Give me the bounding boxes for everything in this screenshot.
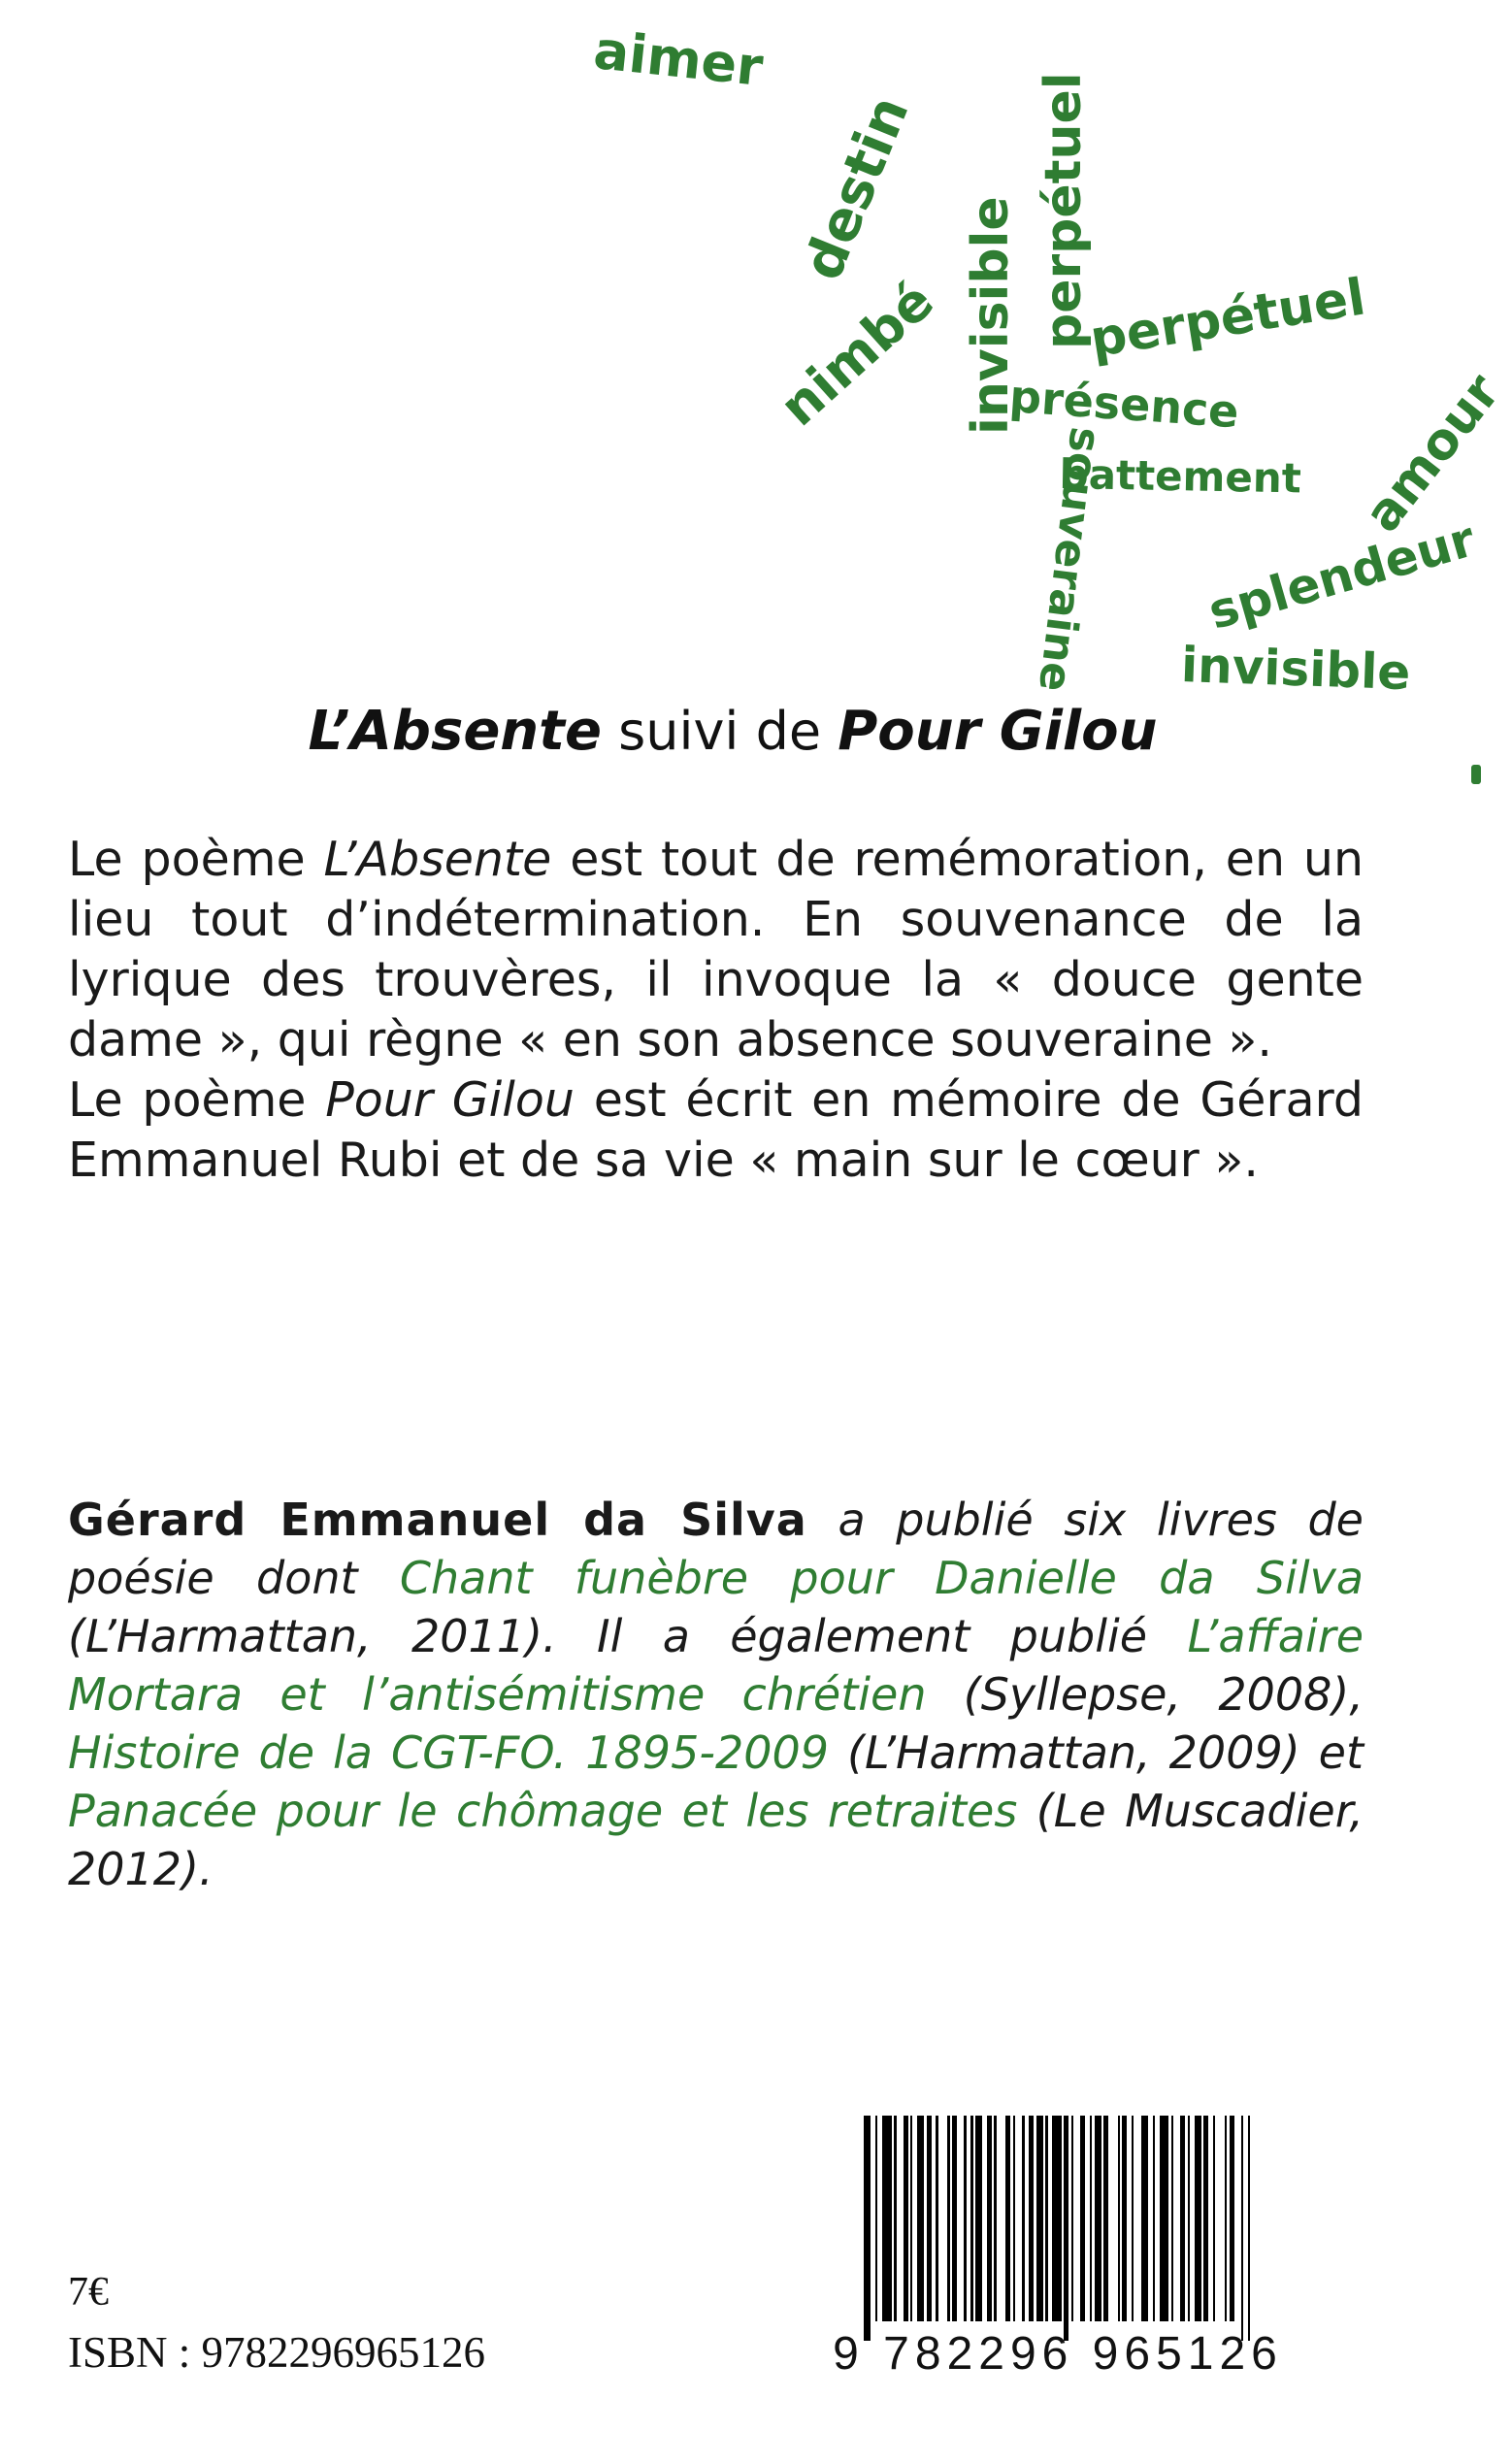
barcode-bar bbox=[975, 2116, 982, 2321]
barcode-bar bbox=[994, 2116, 996, 2321]
bio-book: L’affaire Mortara et l’antisémitisme chrétien bbox=[68, 1610, 1364, 1721]
barcode-bar bbox=[1122, 2116, 1127, 2321]
bio-text: (L’Harmattan, 2011). Il a également publié bbox=[68, 1610, 1188, 1662]
word-battement: battement bbox=[1059, 450, 1302, 503]
word-nimbe: nimbé bbox=[768, 270, 945, 439]
barcode-bar bbox=[1022, 2116, 1024, 2321]
barcode-bar bbox=[970, 2116, 972, 2321]
barcode-bar bbox=[1195, 2116, 1201, 2321]
edge-mark bbox=[1471, 765, 1481, 784]
description-paragraph-2 bbox=[68, 1070, 1364, 1191]
barcode-bar bbox=[952, 2116, 957, 2321]
author-bio bbox=[68, 1491, 1364, 1898]
barcode-bar bbox=[964, 2116, 966, 2321]
word-destin: destin bbox=[791, 87, 922, 289]
barcode-bar bbox=[1132, 2116, 1134, 2321]
barcode-bar bbox=[1203, 2116, 1208, 2321]
bio-paragraph bbox=[68, 1491, 1364, 1898]
description-paragraph-1 bbox=[68, 830, 1364, 1070]
barcode-bar bbox=[1248, 2116, 1250, 2341]
title-part-1: L’Absente bbox=[308, 700, 602, 763]
barcode-bar bbox=[882, 2116, 892, 2321]
desc-text: est tout de remémoration, en un lieu tout d’indétermination. En souvenance de la lyrique des trouvères, il invoque la « douce gente dame », qui règne « en son absence souveraine ». bbox=[68, 832, 1364, 1068]
barcode-bar bbox=[1036, 2116, 1043, 2321]
barcode-bar bbox=[927, 2116, 932, 2321]
isbn: ISBN : 9782296965126 bbox=[68, 2328, 486, 2377]
desc-text: Le poème bbox=[68, 1072, 326, 1128]
barcode-bar bbox=[1188, 2116, 1190, 2321]
barcode-bar bbox=[1080, 2116, 1085, 2321]
barcode-bar bbox=[1013, 2116, 1015, 2321]
bio-book: Chant funèbre pour Danielle da Silva bbox=[399, 1552, 1364, 1604]
bio-text: (L’Harmattan, 2009) et bbox=[829, 1726, 1364, 1779]
barcode-bar bbox=[1160, 2116, 1169, 2321]
desc-title: Pour Gilou bbox=[325, 1072, 575, 1128]
book-title bbox=[126, 699, 1339, 764]
barcode-bar bbox=[1241, 2116, 1243, 2341]
barcode-bar bbox=[917, 2116, 924, 2321]
barcode-bar bbox=[1171, 2116, 1173, 2321]
word-souveraine: souveraine bbox=[1028, 424, 1110, 695]
barcode-bar bbox=[1052, 2116, 1062, 2321]
bio-text: a publié six livres de poésie dont bbox=[68, 1494, 1364, 1604]
barcode-bar bbox=[1225, 2116, 1227, 2321]
description bbox=[68, 830, 1364, 1191]
barcode-bar bbox=[1141, 2116, 1148, 2321]
bio-book: Histoire de la CGT-FO. 1895-2009 bbox=[68, 1726, 830, 1779]
barcode-bar bbox=[1095, 2116, 1101, 2321]
word-invisible-vertical: invisible bbox=[962, 196, 1020, 435]
barcode-bar bbox=[947, 2116, 949, 2321]
barcode-digits: 9 782296 965126 bbox=[833, 2328, 1283, 2380]
barcode-bar bbox=[910, 2116, 912, 2321]
barcode-bar bbox=[1064, 2116, 1068, 2341]
barcode-bar bbox=[987, 2116, 992, 2321]
barcode-bar bbox=[1103, 2116, 1108, 2321]
barcode-bar bbox=[894, 2116, 896, 2321]
barcode-bar bbox=[1005, 2116, 1010, 2321]
barcode-bar bbox=[1153, 2116, 1155, 2321]
barcode-bar bbox=[936, 2116, 937, 2321]
title-connector: suivi de bbox=[601, 701, 838, 762]
desc-text: est écrit en mémoire de Gérard Emmanuel Rubi et de sa vie « main sur le cœur ». bbox=[68, 1072, 1364, 1188]
barcode-bar bbox=[1071, 2116, 1073, 2321]
word-cloud bbox=[0, 0, 1512, 815]
barcode-bar bbox=[1090, 2116, 1092, 2321]
barcode-bar bbox=[1213, 2116, 1215, 2321]
desc-text: Le poème bbox=[68, 832, 324, 887]
word-perpetuel-vertical: perpétuel bbox=[1035, 72, 1093, 349]
word-invisible: invisible bbox=[1180, 637, 1412, 702]
barcode-bar bbox=[1029, 2116, 1034, 2321]
bio-text: (Syllepse, 2008), bbox=[926, 1668, 1364, 1721]
bio-text: (Le Muscadier, 2012). bbox=[68, 1785, 1364, 1895]
barcode-bar bbox=[904, 2116, 908, 2321]
word-perpetuel: perpétuel bbox=[1086, 268, 1369, 370]
barcode-bar bbox=[1180, 2116, 1185, 2321]
title-part-2: Pour Gilou bbox=[838, 700, 1158, 763]
bio-book: Panacée pour le chômage et les retraites bbox=[68, 1785, 1018, 1837]
barcode-bar bbox=[864, 2116, 871, 2341]
desc-title: L’Absente bbox=[323, 832, 552, 887]
word-amour: amour bbox=[1353, 363, 1512, 543]
author-name: Gérard Emmanuel da Silva bbox=[68, 1494, 807, 1546]
barcode-bar bbox=[1230, 2116, 1234, 2321]
word-aimer: aimer bbox=[590, 19, 767, 98]
word-presence: présence bbox=[1007, 370, 1241, 439]
barcode-bar bbox=[1118, 2116, 1120, 2321]
barcode-bar bbox=[1045, 2116, 1047, 2321]
barcode-bar bbox=[875, 2116, 877, 2321]
word-splendeur: splendeur bbox=[1201, 510, 1482, 641]
price: 7€ bbox=[68, 2270, 109, 2315]
